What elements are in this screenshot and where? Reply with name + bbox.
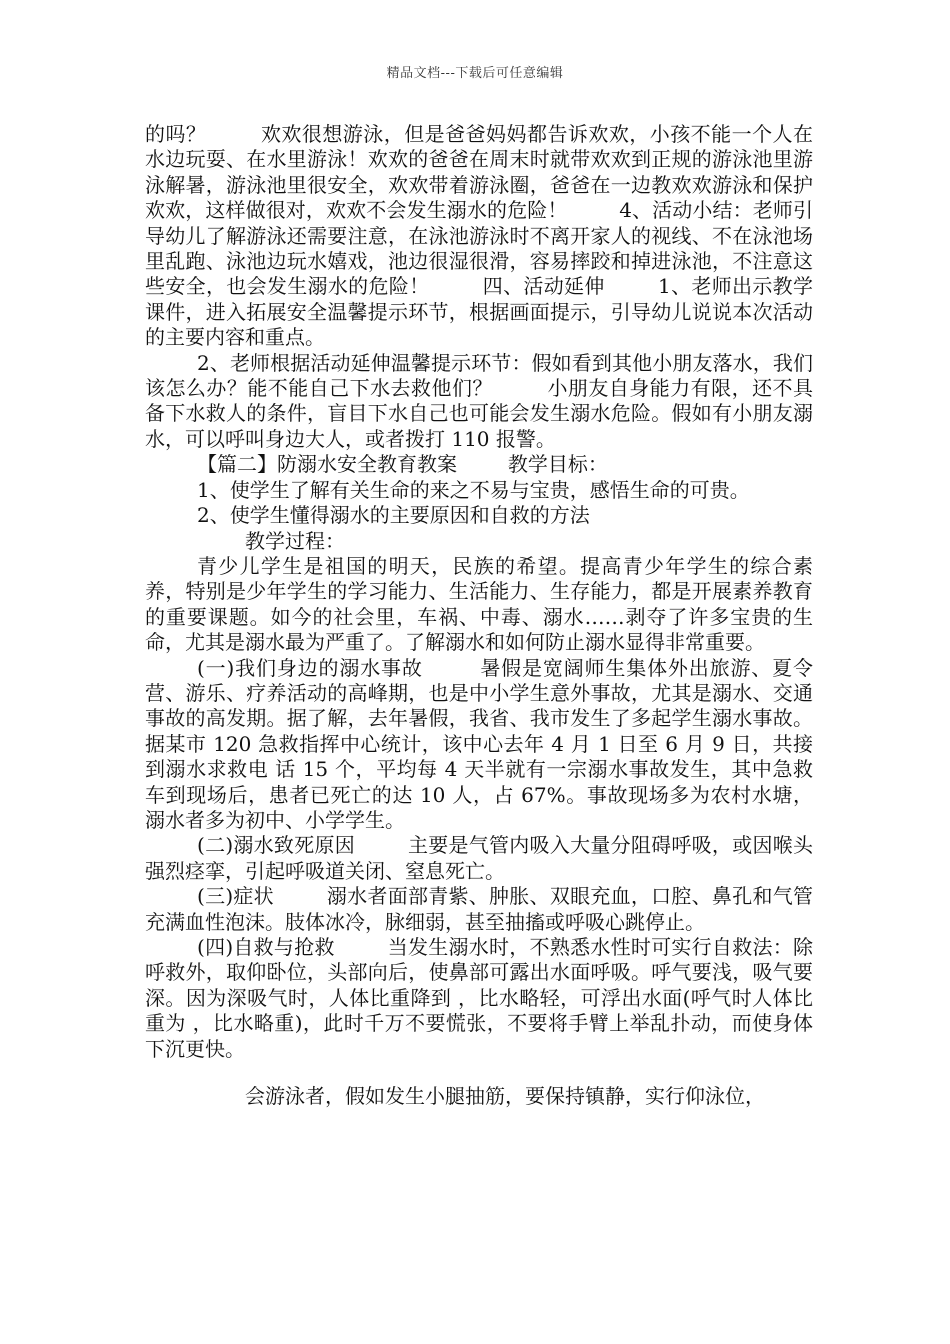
paragraph-symptoms: (三)症状 溺水者面部青紫、肿胀、双眼充血，口腔、鼻孔和气管充满血性泡沫。肢体冰冷，脉细弱，甚至抽搐或呼吸心跳停止。: [145, 884, 813, 934]
page-header: 精品文档---下载后可任意编辑: [386, 66, 564, 81]
document-body: [145, 122, 813, 1109]
paragraph-drowning-accidents: (一)我们身边的溺水事故 暑假是宽阔师生集体外出旅游、夏令营、游乐、疗养活动的高峰期，也是中小学生意外事故，尤其是溺水、交通事故的高发期。据了解，去年暑假，我省、我市发生了多起学生溺水事故。据某市 120 急救指挥中心统计，该中心去年 4 月 1 日至 6 月 9 日，共接到溺水求救电 话 15 个，平均每 4 天半就有一宗溺水事故发生，其中急救车到现场后，患者已死亡的达 10 人，占 67%。事故现场多为农村水塘，溺水者多为初中、小学学生。: [145, 655, 813, 832]
paragraph-activity-extension: 2、老师根据活动延伸温馨提示环节：假如看到其他小朋友落水，我们该怎么办？能不能自己下水去救他们？ 小朋友自身能力有限，还不具备下水救人的条件，盲目下水自己也可能会发生溺水危险。假如有小朋友溺水，可以呼叫身边大人，或者拨打 110 报警。: [145, 350, 813, 451]
paragraph-self-rescue: (四)自救与抢救 当发生溺水时，不熟悉水性时可实行自救法：除呼救外，取仰卧位，头部向后，使鼻部可露出水面呼吸。呼气要浅，吸气要深。因为深吸气时，人体比重降到 ，比水略轻，可浮出水面(呼气时人体比重为 ，比水略重)，此时千万不要慌张，不要将手臂上举乱扑动，而使身体下沉更快。: [145, 935, 813, 1061]
section-heading-part-two: 【篇二】防溺水安全教育教案 教学目标：: [197, 452, 608, 477]
paragraph-cramp-advice: 会游泳者，假如发生小腿抽筋，要保持镇静，实行仰泳位，: [245, 1084, 765, 1109]
paragraph-introduction: 青少儿学生是祖国的明天，民族的希望。提高青少年学生的综合素养，特别是少年学生的学习能力、生活能力、生存能力，都是开展素养教育的重要课题。如今的社会里，车祸、中毒、溺水……剥夺了许多宝贵的生命，尤其是溺水最为严重了。了解溺水和如何防止溺水显得非常重要。: [145, 553, 813, 655]
paragraph-story-summary: 的吗？ 欢欢很想游泳，但是爸爸妈妈都告诉欢欢，小孩不能一个人在水边玩耍、在水里游泳！欢欢的爸爸在周末时就带欢欢到正规的游泳池里游泳解暑，游泳池里很安全，欢欢带着游泳圈，爸爸在一边教欢欢游泳和保护欢欢，这样做很对，欢欢不会发生溺水的危险！ 4、活动小结：老师引导幼儿了解游泳还需要注意，在泳池游泳时不离开家人的视线、不在泳池场里乱跑、泳池边玩水嬉戏，池边很湿很滑，容易摔跤和掉进泳池，不注意这些安全，也会发生溺水的危险！ 四、活动延伸 1、老师出示教学课件，进入拓展安全温馨提示环节，根据画面提示，引导幼儿说说本次活动的主要内容和重点。: [145, 122, 813, 350]
teaching-goal-1: 1、使学生了解有关生命的来之不易与宝贵，感悟生命的可贵。: [197, 477, 750, 502]
paragraph-cause-of-death: (二)溺水致死原因 主要是气管内吸入大量分阻碍呼吸，或因喉头强烈痉挛，引起呼吸道关闭、窒息死亡。: [145, 833, 813, 883]
teaching-process-heading: 教学过程：: [245, 528, 345, 553]
teaching-goal-2: 2、使学生懂得溺水的主要原因和自救的方法: [197, 503, 590, 528]
